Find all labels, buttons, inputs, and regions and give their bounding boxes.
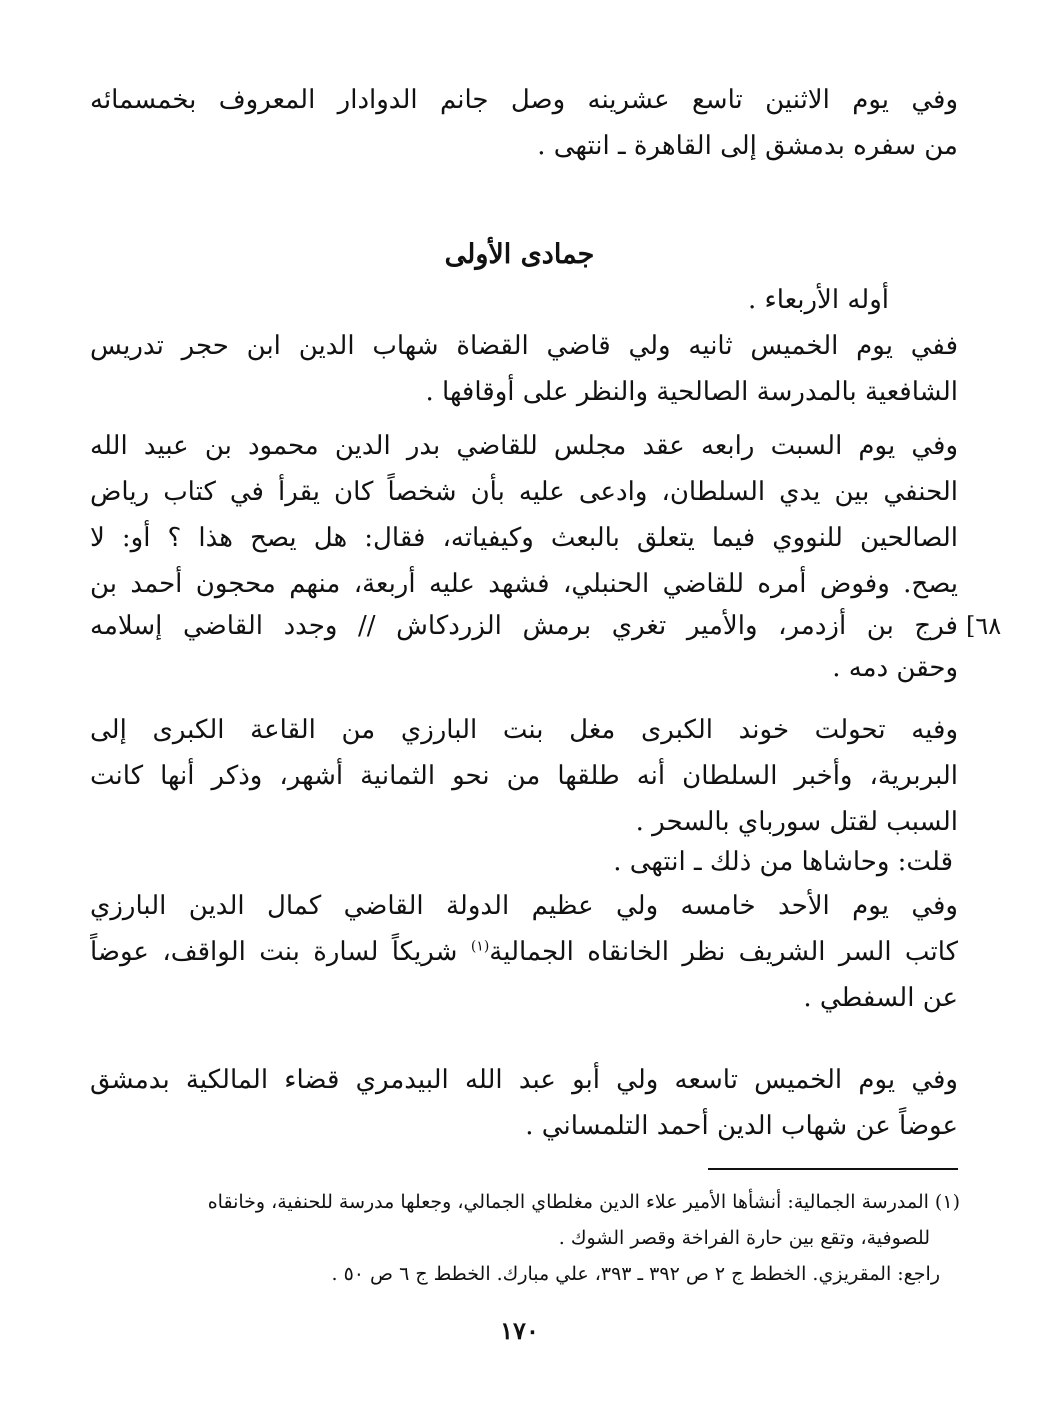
paragraph-7-line-2-part-a: كاتب السر الشريف نظر الخانقاه الجمالية <box>489 937 958 967</box>
paragraph-1-line-1: وفي يوم الاثنين تاسع عشرينه وصل جانم الدوادار المعروف بخمسمائه <box>90 85 958 115</box>
paragraph-7-line-2 <box>90 930 958 974</box>
footnote-line-1: (١) المدرسة الجمالية: أنشأها الأمير علاء الدين مغلطاي الجمالي، وجعلها مدرسة للحنفية، وخانقاه <box>207 1191 960 1213</box>
paragraph-3-line-1: ففي يوم الخميس ثانيه ولي قاضي القضاة شهاب الدين ابن حجر تدريس <box>90 331 958 361</box>
margin-folio-marker: ٦٨] <box>966 612 1002 640</box>
paragraph-7-line-1: وفي يوم الأحد خامسه ولي عظيم الدولة القاضي كمال الدين البارزي <box>90 891 958 921</box>
page-number: ١٧٠ <box>500 1316 539 1345</box>
paragraph-6-line-1: قلت: وحاشاها من ذلك ـ انتهى . <box>613 847 953 877</box>
paragraph-8-line-1: وفي يوم الخميس تاسعه ولي أبو عبد الله البيدمري قضاء المالكية بدمشق <box>90 1065 958 1095</box>
paragraph-5-line-1: وفيه تحولت خوند الكبرى مغل بنت البارزي من القاعة الكبرى إلى <box>90 715 958 745</box>
paragraph-4-line-6: وحقن دمه . <box>832 653 958 683</box>
paragraph-5-line-2: البربرية، وأخبر السلطان أنه طلقها من نحو الثمانية أشهر، وذكر أنها كانت <box>90 761 958 791</box>
paragraph-4-line-3: الصالحين للنووي فيما يتعلق بالبعث وكيفياته، فقال: هل يصح هذا ؟ أو: لا <box>90 523 958 553</box>
paragraph-1-line-2: من سفره بدمشق إلى القاهرة ـ انتهى . <box>537 131 958 161</box>
footnote-reference: (١) <box>470 938 490 955</box>
paragraph-4-line-4: يصح. وفوض أمره للقاضي الحنبلي، فشهد عليه أربعة، منهم محجون أحمد بن <box>90 569 958 599</box>
paragraph-7-line-3: عن السفطي . <box>803 983 958 1013</box>
paragraph-4-line-5: فرج بن أزدمر، والأمير تغري برمش الزردكاش // وجدد القاضي إسلامه <box>90 611 958 641</box>
paragraph-3-line-2: الشافعية بالمدرسة الصالحية والنظر على أوقافها . <box>425 377 958 407</box>
footnote-divider <box>708 1168 958 1170</box>
footnote-line-2: للصوفية، وتقع بين حارة الفراخة وقصر الشوك . <box>558 1227 930 1249</box>
paragraph-7-line-2-part-b: شريكاً لسارة بنت الواقف، عوضاً <box>90 937 471 967</box>
section-heading: جمادى الأولى <box>444 239 595 270</box>
paragraph-4-line-2: الحنفي بين يدي السلطان، وادعى عليه بأن شخصاً كان يقرأ في كتاب رياض <box>90 477 958 507</box>
paragraph-4-line-1: وفي يوم السبت رابعه عقد مجلس للقاضي بدر الدين محمود بن عبيد الله <box>90 431 958 461</box>
footnote-line-3: راجع: المقريزي. الخطط ج ٢ ص ٣٩٢ ـ ٣٩٣، علي مبارك. الخطط ج ٦ ص ٥٠ . <box>331 1263 940 1285</box>
paragraph-8-line-2: عوضاً عن شهاب الدين أحمد التلمساني . <box>525 1111 958 1141</box>
paragraph-5-line-3: السبب لقتل سورباي بالسحر . <box>635 807 958 837</box>
paragraph-2-line-1: أوله الأربعاء . <box>748 285 889 315</box>
